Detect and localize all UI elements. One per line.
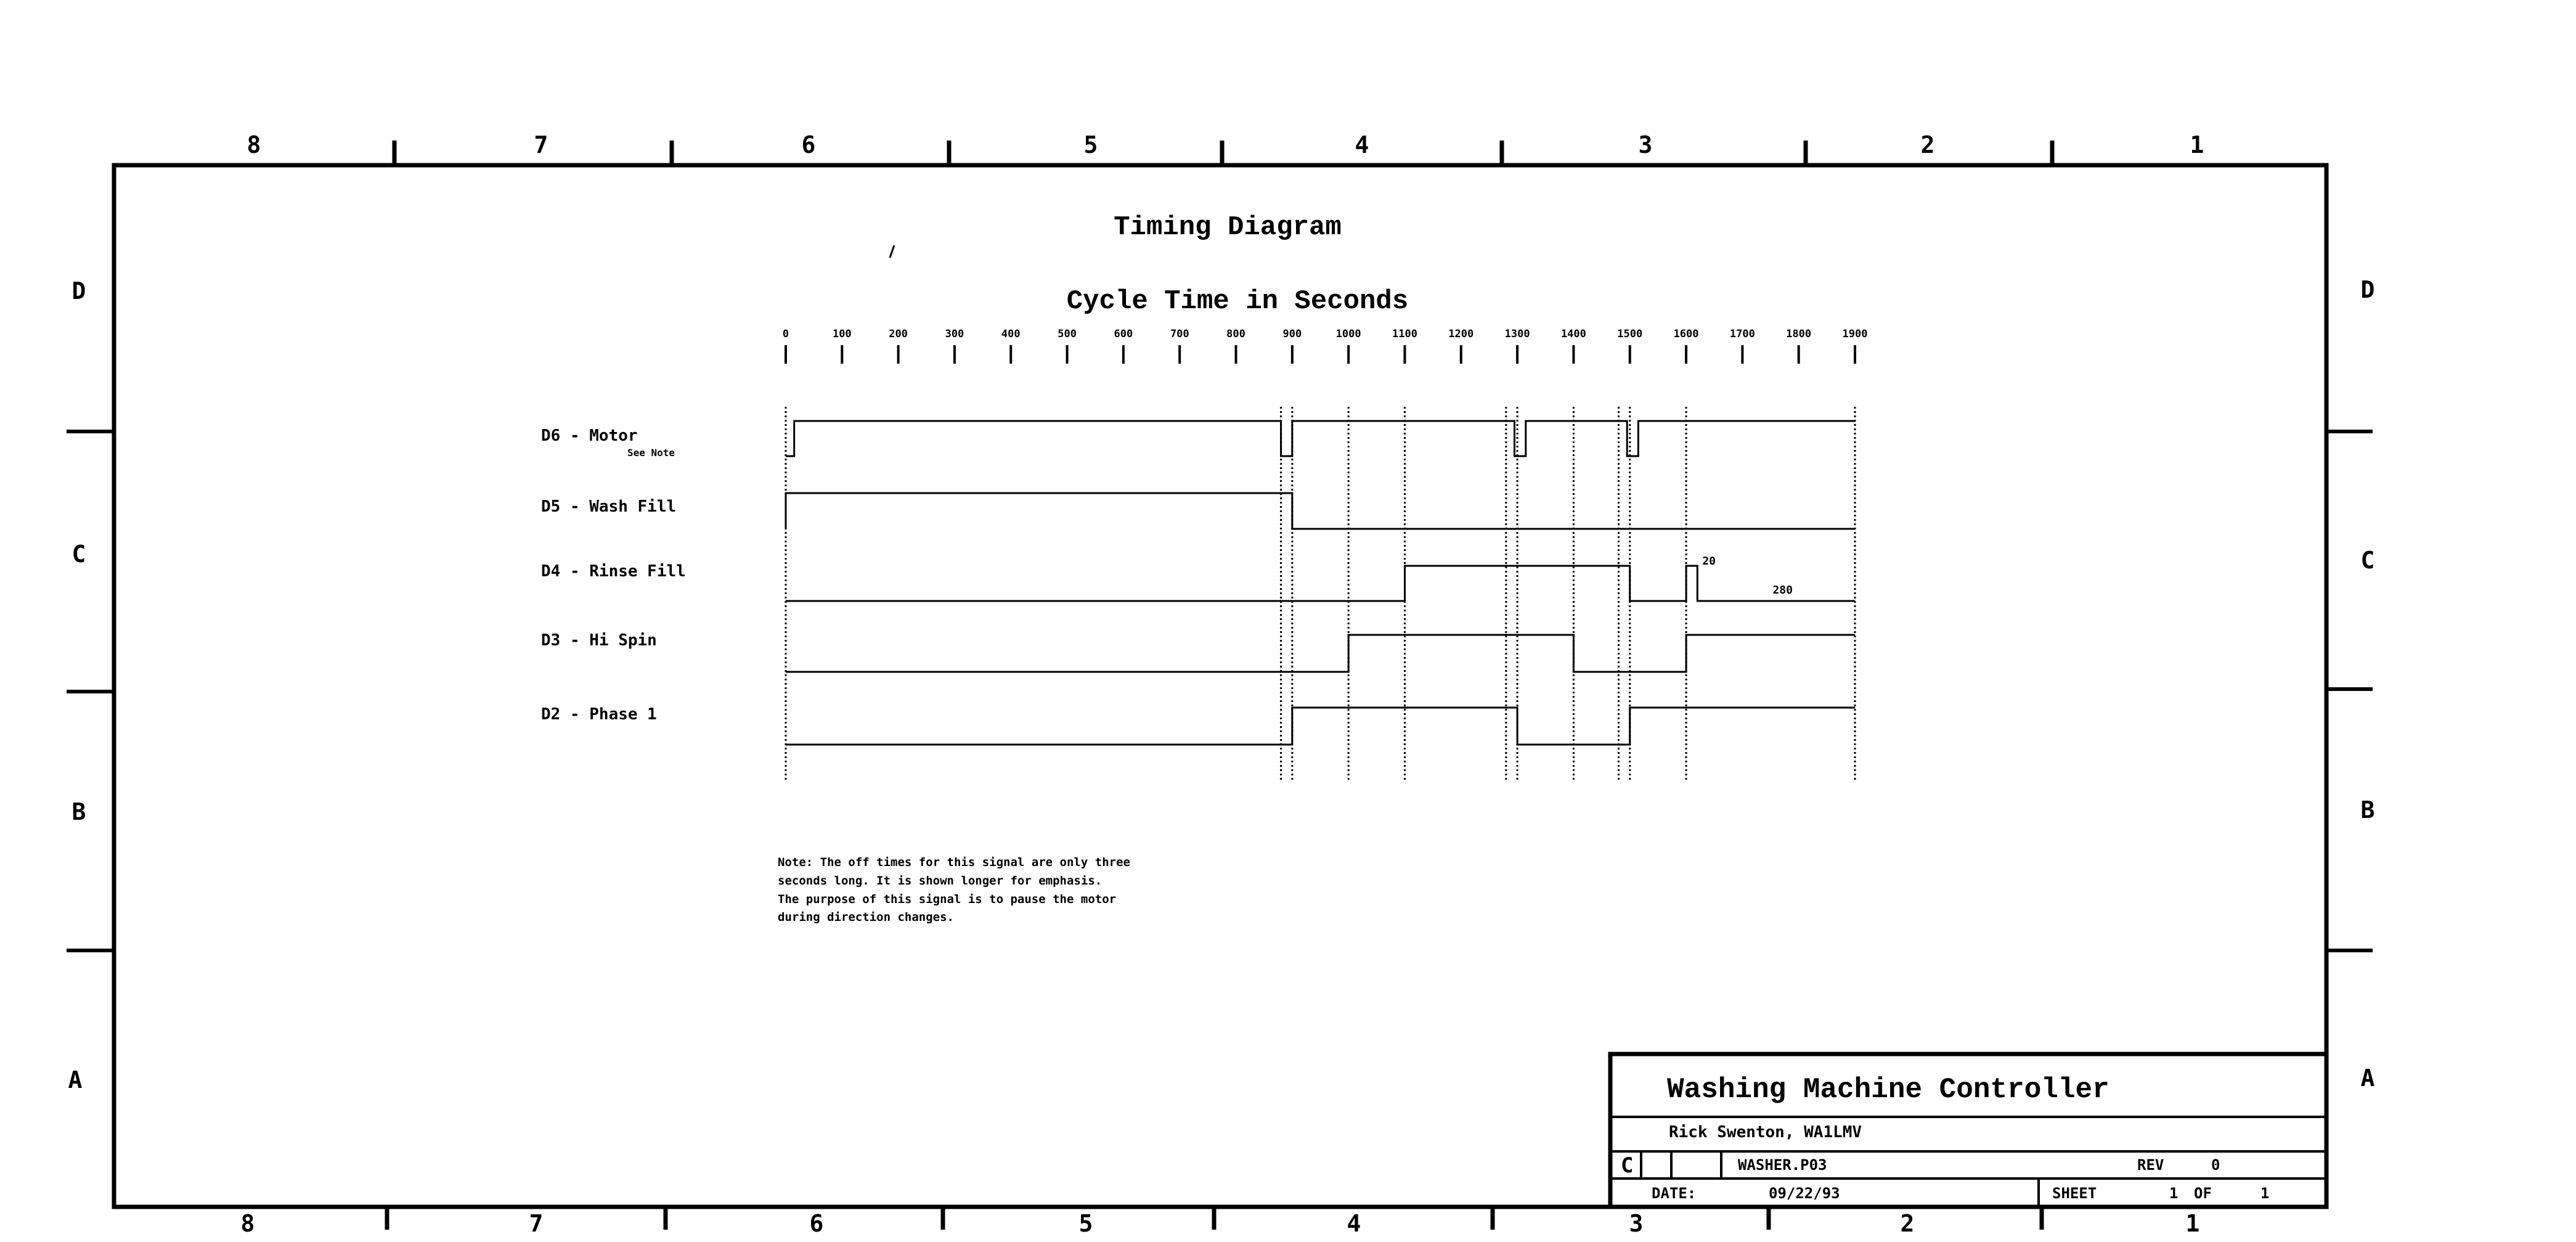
title-block-sheet-num: 1	[2169, 1185, 2179, 1202]
col-label-bottom: 4	[1347, 1210, 1361, 1237]
tick-label: 1600	[1673, 328, 1699, 340]
title-block-date-label: DATE:	[1652, 1185, 1697, 1202]
signal-sublabel: See Note	[627, 447, 675, 459]
signal-label: D6 - Motor	[541, 427, 638, 445]
signal-label: D2 - Phase 1	[541, 705, 657, 724]
tick-label: 200	[889, 328, 908, 340]
signal-label: D3 - Hi Spin	[541, 631, 657, 650]
tick-label: 400	[1001, 328, 1021, 340]
col-label-bottom: 2	[1900, 1210, 1915, 1237]
col-label-top: 4	[1355, 131, 1369, 158]
title-block-rev-label: REV	[2137, 1156, 2164, 1174]
tick-label: 1000	[1335, 328, 1361, 340]
title-block-file: WASHER.P03	[1738, 1156, 1827, 1174]
tick-label: 700	[1170, 328, 1189, 340]
tick-label: 1200	[1448, 328, 1474, 340]
title-block-rev: 0	[2211, 1156, 2220, 1174]
title-block-sheet-total: 1	[2260, 1185, 2270, 1202]
signal-waveform-d6	[786, 421, 1855, 456]
row-label-left: D	[71, 277, 86, 304]
signal-waveform-d3	[786, 635, 1855, 672]
tick-label: 900	[1282, 328, 1302, 340]
col-label-bottom: 6	[809, 1210, 824, 1237]
signal-waveform-d2	[786, 708, 1855, 745]
tick-label: 1100	[1392, 328, 1417, 340]
title-block-date: 09/22/93	[1769, 1185, 1840, 1202]
row-label-right: D	[2360, 276, 2375, 303]
col-label-top: 3	[1638, 131, 1653, 158]
col-label-top: 7	[534, 131, 548, 158]
row-label-right: B	[2360, 796, 2375, 823]
col-label-top: 6	[801, 131, 816, 158]
col-label-top: 8	[247, 131, 261, 158]
stray-mark	[890, 245, 894, 258]
title-block-size: C	[1621, 1153, 1634, 1178]
col-label-top: 5	[1083, 131, 1098, 158]
row-label-left: B	[71, 798, 86, 825]
note-line: Note: The off times for this signal are only three	[778, 856, 1130, 869]
col-label-bottom: 5	[1078, 1210, 1093, 1237]
title-block-title: Washing Machine Controller	[1667, 1074, 2109, 1106]
signal-waveform-d5	[786, 493, 1855, 529]
note-line: during direction changes.	[778, 910, 954, 924]
row-label-right: A	[2360, 1064, 2375, 1092]
col-label-top: 1	[2190, 131, 2204, 158]
note	[778, 856, 1130, 924]
title-block-author: Rick Swenton, WA1LMV	[1669, 1123, 1862, 1142]
tick-label: 1300	[1504, 328, 1530, 340]
tick-label: 1400	[1560, 328, 1586, 340]
note-line: seconds long. It is shown longer for emphasis.	[778, 874, 1103, 888]
title-block-sheet-label: SHEET	[2052, 1185, 2097, 1202]
signal-label: D4 - Rinse Fill	[541, 562, 686, 581]
row-label-left: A	[68, 1066, 83, 1093]
tick-label: 100	[832, 328, 852, 340]
signal-label: D5 - Wash Fill	[541, 497, 677, 516]
timing-diagram	[541, 328, 1867, 780]
drawing-frame	[114, 165, 2326, 1207]
col-label-bottom: 1	[2185, 1210, 2200, 1237]
col-label-bottom: 7	[529, 1210, 544, 1237]
tick-label: 0	[782, 328, 789, 340]
row-label-left: C	[71, 541, 86, 568]
axis-title: Cycle Time in Seconds	[1066, 286, 1409, 317]
tick-label: 1500	[1617, 328, 1643, 340]
col-label-bottom: 3	[1629, 1210, 1644, 1237]
col-label-top: 2	[1920, 131, 1935, 158]
tick-label: 800	[1226, 328, 1245, 340]
tick-label: 500	[1058, 328, 1077, 340]
note-line: The purpose of this signal is to pause the motor	[778, 893, 1117, 906]
tick-label: 1900	[1842, 328, 1868, 340]
tick-label: 1800	[1786, 328, 1812, 340]
tick-label: 300	[945, 328, 964, 340]
timing-annotation: 280	[1772, 584, 1793, 597]
diagram-title: Timing Diagram	[1114, 212, 1342, 243]
signal-waveform-d4	[786, 566, 1855, 601]
row-markers	[67, 276, 2375, 1093]
tick-label: 1700	[1729, 328, 1755, 340]
row-label-right: C	[2360, 547, 2375, 574]
title-block-of-label: OF	[2194, 1185, 2212, 1202]
timing-annotation: 20	[1702, 555, 1716, 568]
col-label-bottom: 8	[240, 1210, 255, 1237]
tick-label: 600	[1114, 328, 1133, 340]
